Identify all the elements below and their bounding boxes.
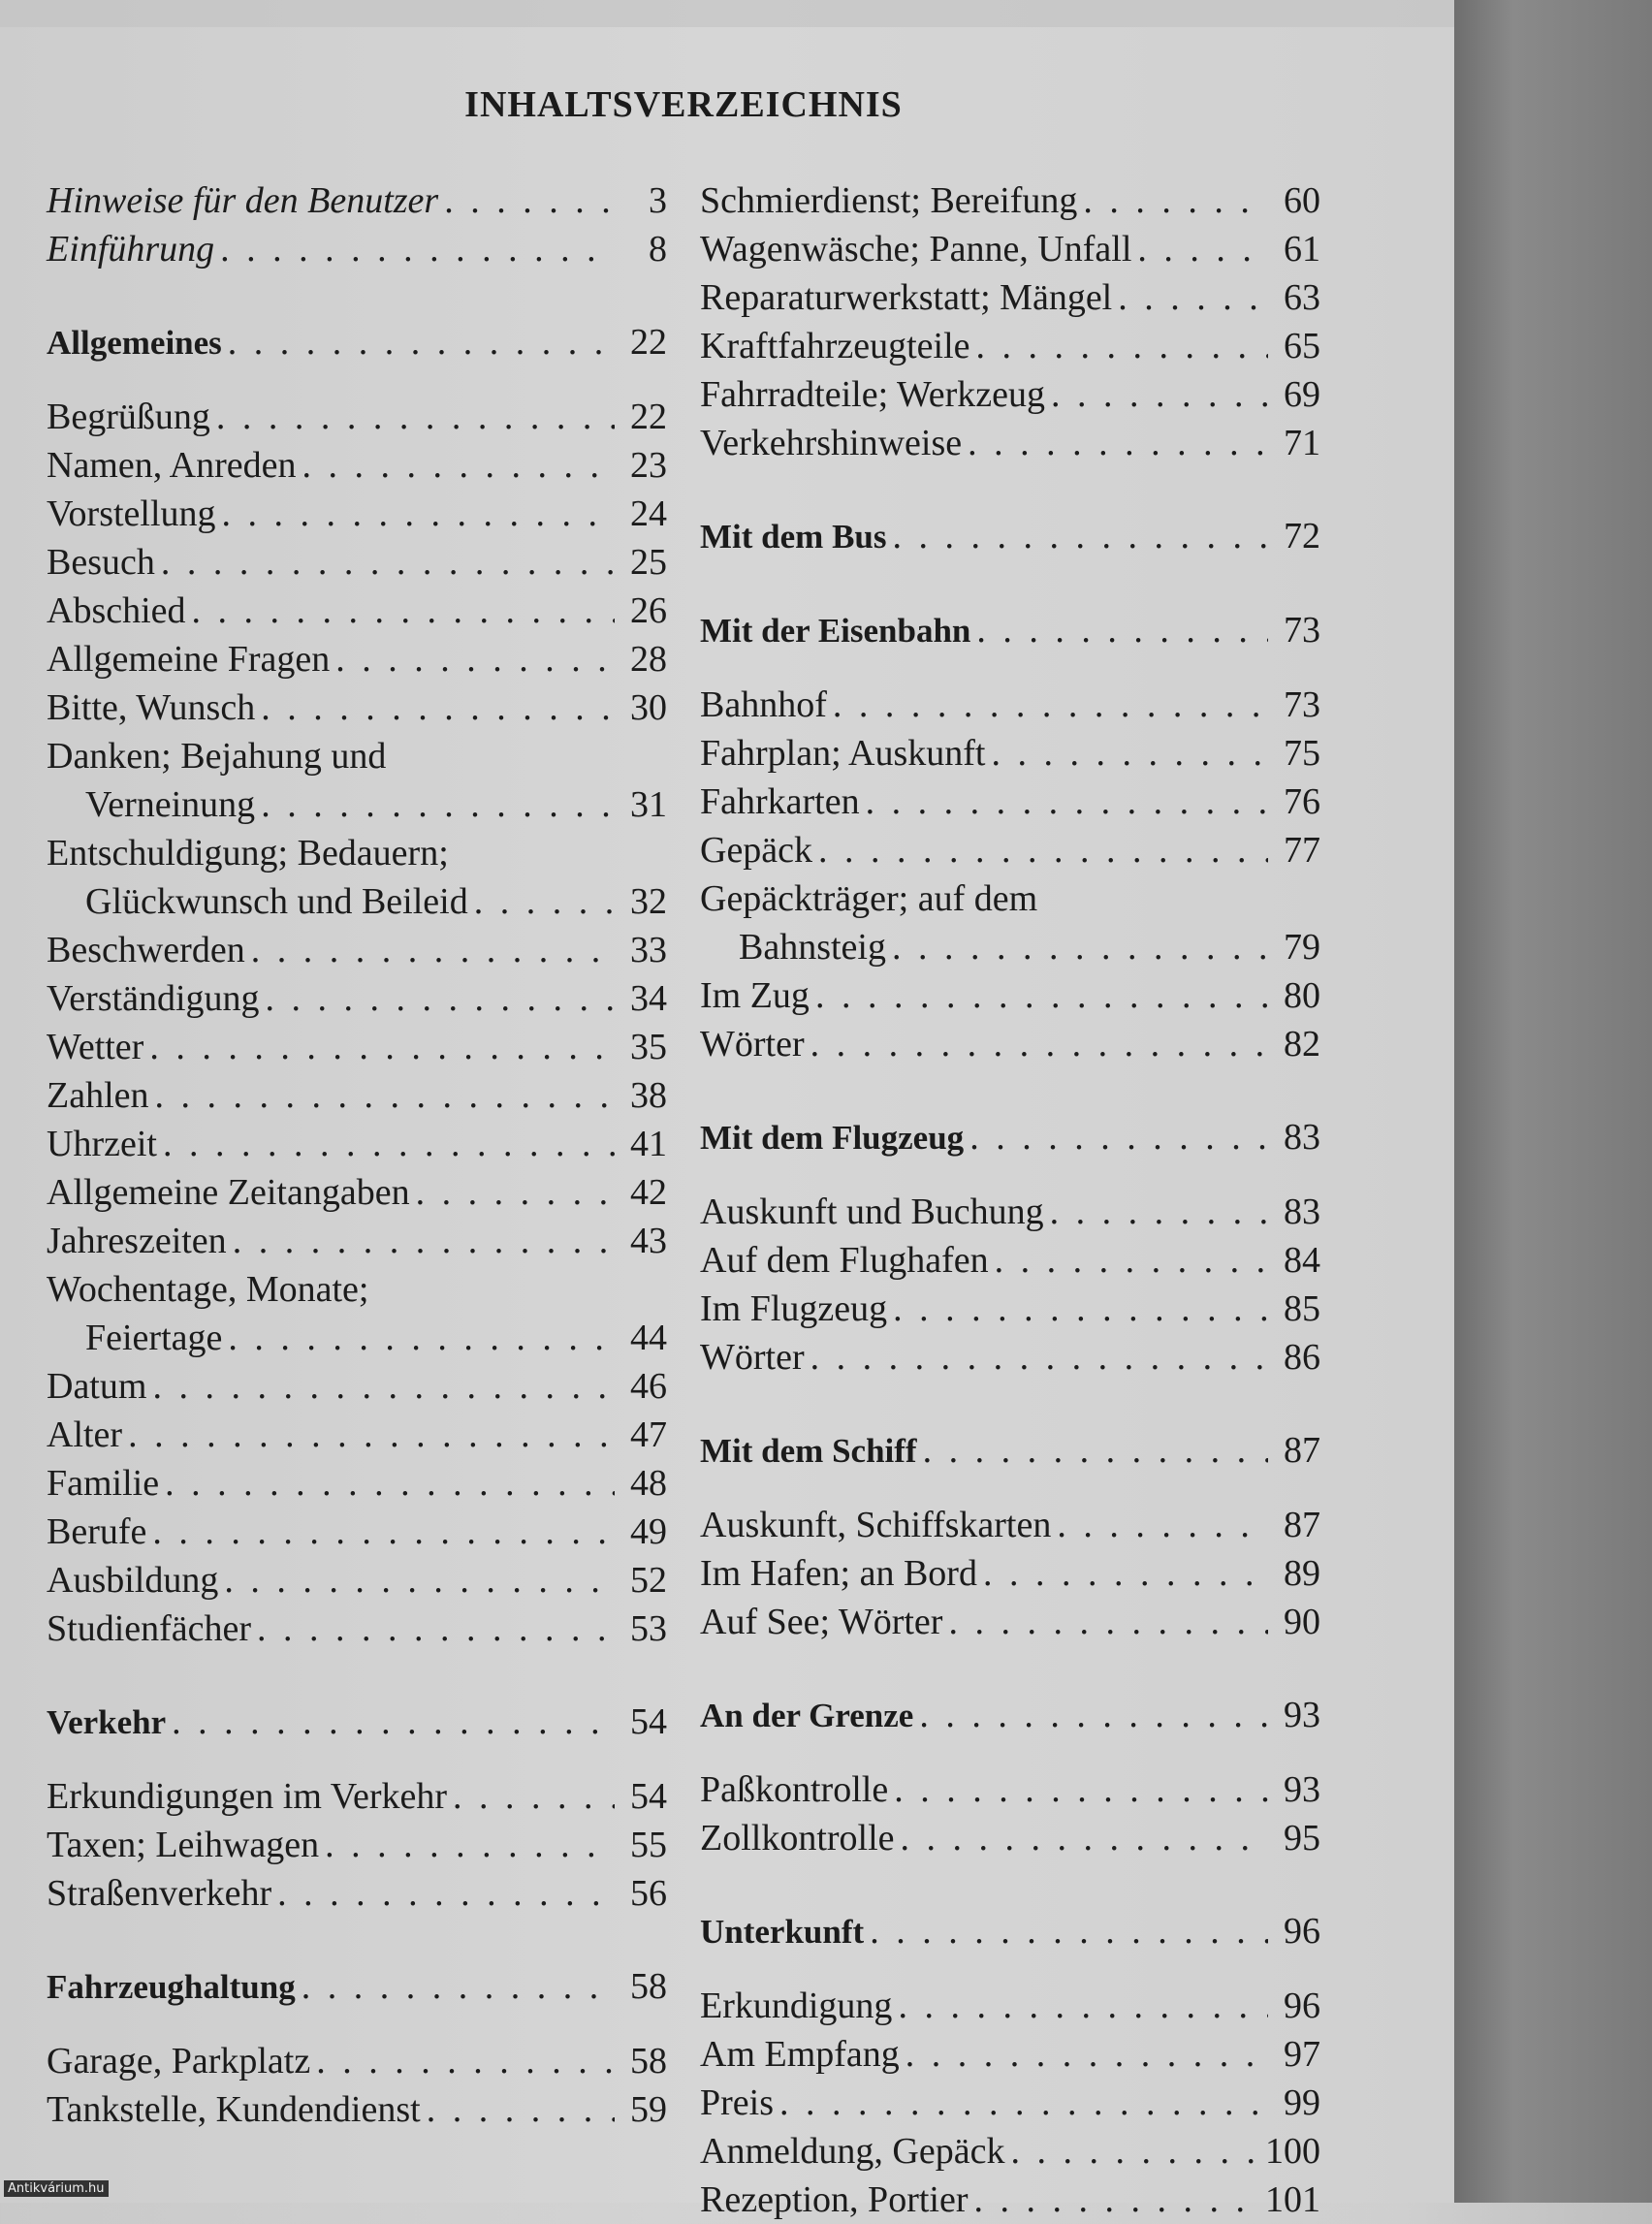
section-heading-label: Mit der Eisenbahn [700,612,971,650]
toc-entry-label: Auf See; Wörter [700,1602,943,1642]
dot-leader [165,1459,615,1508]
page-number: 41 [630,1124,667,1164]
page-number: 101 [1265,2179,1320,2220]
page-number: 87 [1284,1430,1320,1471]
page-number: 46 [630,1366,667,1407]
toc-entry [47,441,667,490]
dot-leader [474,877,615,926]
dot-leader [149,1023,615,1071]
dot-leader [224,1556,615,1604]
page-number: 85 [1284,1288,1320,1329]
toc-entry [700,2030,1320,2079]
page-number: 93 [1284,1769,1320,1810]
toc-entry [47,780,667,829]
dot-leader [228,1314,615,1362]
toc-entry-label: Zollkontrolle [700,1818,895,1859]
toc-entry-label: Fahrkarten [700,781,860,822]
toc-entry [47,1821,667,1869]
toc-entry-label: Verständigung [47,978,260,1019]
toc-entry-label: Verneinung [85,784,256,825]
toc-entry-label: Besuch [47,542,155,583]
section-heading-label: Allgemeines [47,324,222,362]
page-number: 80 [1284,975,1320,1016]
dot-leader [220,225,615,273]
toc-entry [700,2079,1320,2127]
page-number: 58 [630,2041,667,2081]
toc-entry-label: Berufe [47,1511,147,1552]
toc-entry [47,2037,667,2085]
toc-entry-label: Hinweise für den Benutzer [47,180,439,221]
toc-entry-label: Allgemeine Zeitangaben [47,1172,410,1213]
dot-leader [1057,1501,1268,1549]
dot-leader [948,1598,1268,1646]
toc-entry [700,971,1320,1020]
page-number: 3 [649,180,667,221]
toc-entry-label: Im Zug [700,975,810,1016]
toc-entry [700,2127,1320,2176]
toc-entry [700,1501,1320,1549]
page-number: 90 [1284,1602,1320,1642]
dot-leader [335,635,615,683]
page-number: 99 [1284,2082,1320,2123]
dot-leader [919,1691,1268,1739]
toc-entry [700,273,1320,322]
dot-leader [257,1604,615,1653]
page-number: 61 [1284,229,1320,270]
toc-entry-label: Bahnhof [700,684,827,725]
page-number: 59 [630,2089,667,2130]
dot-leader [302,1962,615,2011]
toc-entry [700,923,1320,971]
dot-leader [325,1821,615,1869]
toc-entry [47,1120,667,1168]
toc-entry-label: Allgemeine Fragen [47,639,331,680]
page-number: 58 [630,1966,667,2007]
dot-leader [983,1549,1268,1598]
toc-entry-label: Fahrradteile; Werkzeug [700,374,1046,415]
page-number: 95 [1284,1818,1320,1859]
toc-entry-label: Wochentage, Monate; [47,1269,369,1310]
toc-entry-label: Reparaturwerkstatt; Mängel [700,277,1113,318]
page-number: 33 [630,930,667,970]
page-number: 79 [1284,927,1320,968]
dot-leader [216,393,615,441]
toc-entry-label: Uhrzeit [47,1124,157,1164]
page-number: 35 [630,1027,667,1067]
toc-entry-label: Verkehrshinweise [700,423,963,463]
dot-leader [810,1333,1268,1382]
toc-entry [700,1814,1320,1862]
page-title: INHALTSVERZEICHNIS [464,84,903,125]
dot-leader [161,538,615,587]
page-number: 96 [1284,1911,1320,1952]
page-number: 93 [1284,1695,1320,1735]
toc-entry-label: Wetter [47,1027,144,1067]
toc-entry-label: Garage, Parkplatz [47,2041,311,2081]
section-heading-label: Mit dem Flugzeug [700,1119,965,1157]
toc-entry-label: Entschuldigung; Bedauern; [47,833,449,874]
dot-leader [810,1020,1268,1068]
dot-leader [163,1120,615,1168]
toc-entry-label: Zahlen [47,1075,149,1116]
dot-leader [870,1907,1268,1955]
dot-leader [316,2037,615,2085]
page-number: 76 [1284,781,1320,822]
page-number: 24 [630,493,667,534]
dot-leader [172,1698,615,1746]
dot-leader [901,1814,1268,1862]
toc-entry-label: Namen, Anreden [47,445,297,486]
toc-entry [47,635,667,683]
page-number: 54 [630,1776,667,1817]
page-number: 73 [1284,610,1320,651]
toc-entry [700,419,1320,467]
toc-entry-label: Alter [47,1414,123,1455]
page-number: 89 [1284,1553,1320,1594]
page-number: 69 [1284,374,1320,415]
dot-leader [261,683,615,732]
toc-entry-label: Wörter [700,1337,805,1378]
toc-section-heading [700,1907,1320,1956]
dot-leader [1118,273,1268,322]
page-number: 26 [630,590,667,631]
toc-entry-label: Glückwunsch und Beileid [85,881,468,922]
toc-entry [700,322,1320,370]
page-number: 73 [1284,684,1320,725]
toc-entry [700,1333,1320,1382]
dot-leader [222,490,615,538]
toc-entry [700,1020,1320,1068]
dot-leader [444,176,615,225]
dot-leader [866,778,1268,826]
page-number: 22 [630,322,667,363]
dot-leader [427,2085,615,2134]
toc-entry [47,1217,667,1265]
page-number: 83 [1284,1117,1320,1158]
dot-leader [969,1113,1268,1161]
toc-entry-label: Im Flugzeug [700,1288,888,1329]
dot-leader [152,1508,615,1556]
toc-entry-label: Wagenwäsche; Panne, Unfall [700,229,1132,270]
toc-entry-label: Bahnsteig [739,927,886,968]
toc-entry [47,1071,667,1120]
dot-leader [416,1168,615,1217]
toc-entry-label: Auf dem Flughafen [700,1240,989,1281]
watermark: Antikvárium.hu [4,2180,109,2197]
toc-entry-label: Rezeption, Portier [700,2179,969,2220]
toc-entry-label: Einführung [47,229,215,270]
toc-entry-label: Auskunft und Buchung [700,1191,1044,1232]
page-number: 77 [1284,830,1320,871]
toc-entry [47,1772,667,1821]
page-number: 49 [630,1511,667,1552]
toc-entry-label: Gepäckträger; auf dem [700,878,1038,919]
page-number: 55 [630,1825,667,1865]
toc-entry-label: Am Empfang [700,2034,900,2075]
page-number: 83 [1284,1191,1320,1232]
toc-entry [700,1236,1320,1285]
page-number: 8 [649,229,667,270]
toc-section-heading [47,1962,667,2012]
toc-entry [47,1023,667,1071]
toc-entry-label: Feiertage [85,1318,223,1358]
page-number: 52 [630,1560,667,1601]
toc-entry [47,1459,667,1508]
toc-entry [700,1549,1320,1598]
dot-leader [251,926,615,974]
toc-entry-label: Taxen; Leihwagen [47,1825,320,1865]
toc-entry-label: Kraftfahrzeugteile [700,326,970,366]
toc-entry [47,393,667,441]
previous-page-edge [0,0,1454,27]
page-number: 23 [630,445,667,486]
toc-entry-label: Tankstelle, Kundendienst [47,2089,421,2130]
toc-entry [47,1604,667,1653]
page-number: 86 [1284,1337,1320,1378]
toc-entry-label: Danken; Bejahung und [47,736,387,777]
toc-section-heading [700,512,1320,561]
dot-leader [228,318,615,366]
toc-entry [47,1508,667,1556]
toc-entry-label: Abschied [47,590,186,631]
dot-leader [894,1765,1268,1814]
toc-entry [700,681,1320,729]
dot-leader [1010,2127,1259,2176]
dot-leader [1083,176,1268,225]
page-number: 84 [1284,1240,1320,1281]
toc-entry-label: Familie [47,1463,160,1504]
toc-entry-label: Paßkontrolle [700,1769,889,1810]
page-number: 30 [630,687,667,728]
toc-entry [47,1411,667,1459]
toc-entry-label: Auskunft, Schiffskarten [700,1505,1052,1545]
page-number: 75 [1284,733,1320,774]
toc-entry [47,490,667,538]
page-number: 82 [1284,1024,1320,1064]
toc-entry-label: Anmeldung, Gepäck [700,2131,1005,2172]
toc-entry [700,1285,1320,1333]
toc-entry-label: Bitte, Wunsch [47,687,256,728]
section-heading-label: Fahrzeughaltung [47,1968,296,2006]
page-number: 31 [630,784,667,825]
page-number: 34 [630,978,667,1019]
page-number: 47 [630,1414,667,1455]
dot-leader [968,419,1268,467]
dot-leader [261,780,615,829]
page-number: 43 [630,1221,667,1261]
toc-entry-label: Wörter [700,1024,805,1064]
toc-entry [47,225,667,273]
page-number: 44 [630,1318,667,1358]
dot-leader [892,923,1268,971]
page-number: 42 [630,1172,667,1213]
toc-entry-label: Datum [47,1366,147,1407]
page-number: 63 [1284,277,1320,318]
toc-entry [47,2085,667,2134]
dot-leader [893,512,1269,560]
toc-entry-label: Im Hafen; an Bord [700,1553,977,1594]
toc-entry-label: Straßenverkehr [47,1873,272,1914]
toc-entry-label: Jahreszeiten [47,1221,227,1261]
toc-entry-label: Ausbildung [47,1560,219,1601]
toc-entry [47,538,667,587]
dot-leader [893,1285,1268,1333]
page-number: 48 [630,1463,667,1504]
dot-leader [976,606,1268,654]
page-number: 65 [1284,326,1320,366]
page-number: 25 [630,542,667,583]
toc-section-heading [700,1691,1320,1740]
section-heading-label: Mit dem Schiff [700,1432,917,1470]
dot-leader [155,1071,615,1120]
toc-entry [47,587,667,635]
page-number: 22 [630,397,667,437]
dot-leader [453,1772,615,1821]
toc-entry-label: Gepäck [700,830,813,871]
page-edge-shadow [1454,0,1652,2203]
toc-entry [47,683,667,732]
page-number: 60 [1284,180,1320,221]
toc-entry-label: Erkundigung [700,1986,893,2026]
toc-entry [700,729,1320,778]
dot-leader [815,971,1268,1020]
toc-entry [700,1188,1320,1236]
toc-entry [700,1982,1320,2030]
page-number: 56 [630,1873,667,1914]
dot-leader [233,1217,615,1265]
toc-entry-label: Fahrplan; Auskunft [700,733,986,774]
toc-section-heading [47,1698,667,1747]
toc-entry [700,225,1320,273]
toc-entry-label: Begrüßung [47,397,210,437]
dot-leader [976,322,1269,370]
toc-section-heading [700,606,1320,655]
dot-leader [818,826,1268,874]
toc-entry [700,2176,1320,2224]
dot-leader [905,2030,1268,2079]
page-number: 38 [630,1075,667,1116]
dot-leader [302,441,615,490]
toc-entry-label: Schmierdienst; Bereifung [700,180,1078,221]
toc-entry [47,926,667,974]
section-heading-label: Unterkunft [700,1913,865,1951]
toc-entry-label: Studienfächer [47,1608,252,1649]
toc-entry [700,1765,1320,1814]
toc-entry [700,826,1320,874]
dot-leader [266,974,615,1023]
toc-entry [700,1598,1320,1646]
dot-leader [898,1982,1268,2030]
dot-leader [1137,225,1268,273]
dot-leader [991,729,1268,778]
dot-leader [128,1411,615,1459]
toc-entry [47,176,667,225]
toc-entry [700,370,1320,419]
toc-entry [47,877,667,926]
toc-entry [47,1168,667,1217]
dot-leader [152,1362,615,1411]
toc-entry [700,176,1320,225]
dot-leader [277,1869,615,1918]
toc-entry [47,1869,667,1918]
toc-section-heading [700,1113,1320,1162]
toc-entry [47,1556,667,1604]
page-number: 28 [630,639,667,680]
section-heading-label: Mit dem Bus [700,518,887,556]
toc-entry-label: Preis [700,2082,774,2123]
page-number: 53 [630,1608,667,1649]
toc-entry-label: Beschwerden [47,930,245,970]
dot-leader [923,1426,1268,1475]
toc-right-column [700,176,1320,2224]
page-number: 72 [1284,516,1320,556]
dot-leader [1050,1188,1268,1236]
toc-section-heading [700,1426,1320,1476]
page-number: 96 [1284,1986,1320,2026]
page-number: 32 [630,881,667,922]
dot-leader [1051,370,1268,419]
dot-leader [833,681,1268,729]
page-number: 54 [630,1701,667,1742]
page-number: 100 [1265,2131,1320,2172]
toc-entry-label: Vorstellung [47,493,216,534]
section-heading-label: Verkehr [47,1703,167,1741]
toc-entry [47,1362,667,1411]
page-number: 97 [1284,2034,1320,2075]
dot-leader [192,587,615,635]
toc-entry [47,1314,667,1362]
dot-leader [973,2176,1259,2224]
dot-leader [995,1236,1268,1285]
page-number: 87 [1284,1505,1320,1545]
dot-leader [779,2079,1268,2127]
toc-section-heading [47,318,667,367]
toc-left-column [47,176,667,2134]
toc-entry-label: Erkundigungen im Verkehr [47,1776,447,1817]
toc-entry [47,974,667,1023]
toc-entry [700,778,1320,826]
page-number: 71 [1284,423,1320,463]
section-heading-label: An der Grenze [700,1697,914,1734]
